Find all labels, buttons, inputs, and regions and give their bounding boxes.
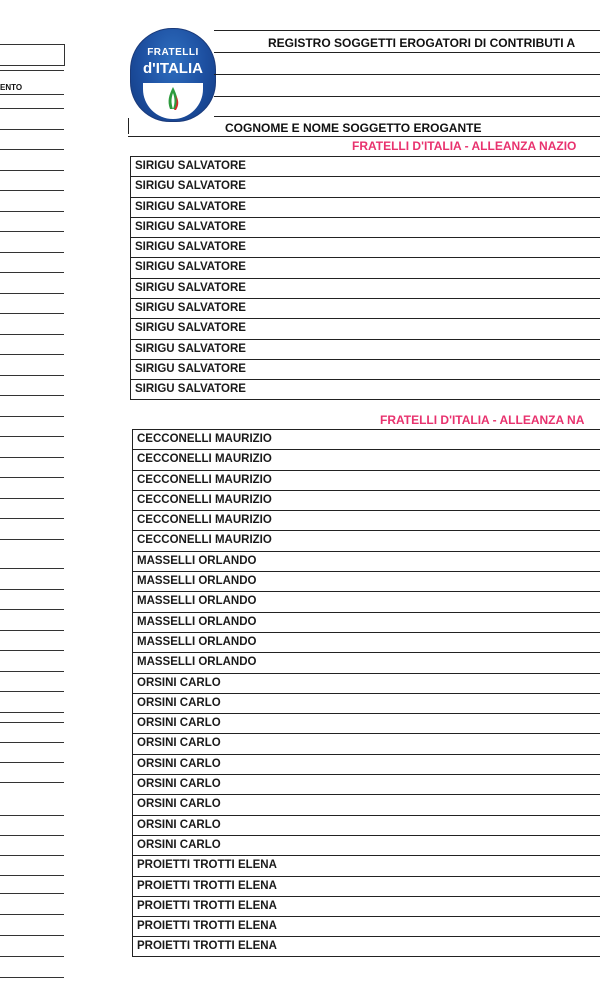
left-line xyxy=(0,498,64,499)
table-row: SIRIGU SALVATORE xyxy=(131,359,600,379)
left-line xyxy=(0,671,64,672)
left-line xyxy=(0,712,64,713)
left-line xyxy=(0,457,64,458)
left-line xyxy=(0,742,64,743)
left-line xyxy=(0,782,64,783)
header-line xyxy=(214,74,600,75)
left-line xyxy=(0,149,64,150)
left-line xyxy=(0,313,64,314)
left-line xyxy=(0,211,64,212)
flame-emblem-icon xyxy=(143,83,203,119)
table-row: CECCONELLI MAURIZIO xyxy=(133,490,600,510)
left-line xyxy=(0,977,64,978)
left-line xyxy=(0,875,64,876)
left-line xyxy=(0,190,64,191)
table-row: ORSINI CARLO xyxy=(133,693,600,713)
header-line xyxy=(128,136,600,137)
left-line xyxy=(0,722,64,723)
left-line xyxy=(0,375,64,376)
table-row: SIRIGU SALVATORE xyxy=(131,237,600,257)
table-row: CECCONELLI MAURIZIO xyxy=(133,449,600,469)
left-line xyxy=(0,589,64,590)
table-row: PROIETTI TROTTI ELENA xyxy=(133,936,600,956)
table-row: SIRIGU SALVATORE xyxy=(131,176,600,196)
left-line xyxy=(0,518,64,519)
table-row: ORSINI CARLO xyxy=(133,673,600,693)
table-row: SIRIGU SALVATORE xyxy=(131,217,600,237)
header-bracket xyxy=(128,118,129,134)
left-page-fragment xyxy=(0,0,68,1000)
left-line xyxy=(0,70,64,71)
table-row: ORSINI CARLO xyxy=(133,794,600,814)
left-box xyxy=(0,44,65,66)
table-row: PROIETTI TROTTI ELENA xyxy=(133,876,600,896)
left-line xyxy=(0,94,64,95)
table-row: PROIETTI TROTTI ELENA xyxy=(133,896,600,916)
left-line xyxy=(0,354,64,355)
left-line xyxy=(0,893,64,894)
left-line xyxy=(0,956,64,957)
left-line xyxy=(0,252,64,253)
table-row: CECCONELLI MAURIZIO xyxy=(133,530,600,550)
table-row: MASSELLI ORLANDO xyxy=(133,571,600,591)
table-row: SIRIGU SALVATORE xyxy=(131,278,600,298)
left-line xyxy=(0,170,64,171)
table-row: ORSINI CARLO xyxy=(133,774,600,794)
table-row: PROIETTI TROTTI ELENA xyxy=(133,855,600,875)
table-row: ORSINI CARLO xyxy=(133,815,600,835)
left-line xyxy=(0,293,64,294)
header-line xyxy=(214,52,600,53)
left-line xyxy=(0,539,64,540)
table-row: CECCONELLI MAURIZIO xyxy=(133,429,600,449)
left-line xyxy=(0,609,64,610)
table-row: MASSELLI ORLANDO xyxy=(133,632,600,652)
header-line xyxy=(214,116,600,117)
header-line xyxy=(214,30,600,31)
fratelli-ditalia-logo xyxy=(130,28,216,122)
table-row: ORSINI CARLO xyxy=(133,733,600,753)
left-line xyxy=(0,762,64,763)
logo-text-line1: FRATELLI xyxy=(147,47,199,58)
table-row: MASSELLI ORLANDO xyxy=(133,591,600,611)
left-line xyxy=(0,272,64,273)
left-line xyxy=(0,835,64,836)
table-row: SIRIGU SALVATORE xyxy=(131,257,600,277)
left-line xyxy=(0,650,64,651)
table-row: SIRIGU SALVATORE xyxy=(131,318,600,338)
left-line xyxy=(0,129,64,130)
left-line xyxy=(0,108,64,109)
table-row: SIRIGU SALVATORE xyxy=(131,379,600,399)
column-header: COGNOME E NOME SOGGETTO EROGANTE xyxy=(225,121,482,135)
table-row: ORSINI CARLO xyxy=(133,713,600,733)
left-line xyxy=(0,334,64,335)
left-line xyxy=(0,436,64,437)
table-row: SIRIGU SALVATORE xyxy=(131,197,600,217)
table-row: CECCONELLI MAURIZIO xyxy=(133,510,600,530)
table-row: SIRIGU SALVATORE xyxy=(131,156,600,176)
register-table xyxy=(130,156,600,400)
left-line xyxy=(0,855,64,856)
logo-text-line2: d'ITALIA xyxy=(143,60,203,77)
table-row: PROIETTI TROTTI ELENA xyxy=(133,916,600,936)
table-row: SIRIGU SALVATORE xyxy=(131,298,600,318)
table-row: MASSELLI ORLANDO xyxy=(133,612,600,632)
section-label: FRATELLI D'ITALIA - ALLEANZA NA xyxy=(380,413,585,427)
table-row: SIRIGU SALVATORE xyxy=(131,339,600,359)
table-row: ORSINI CARLO xyxy=(133,835,600,855)
table-row: ORSINI CARLO xyxy=(133,754,600,774)
left-line xyxy=(0,395,64,396)
left-line xyxy=(0,568,64,569)
header-line xyxy=(214,96,600,97)
left-line xyxy=(0,935,64,936)
left-line xyxy=(0,416,64,417)
table-row: MASSELLI ORLANDO xyxy=(133,652,600,672)
document-title: REGISTRO SOGGETTI EROGATORI DI CONTRIBUTI A xyxy=(268,36,576,50)
table-row: CECCONELLI MAURIZIO xyxy=(133,470,600,490)
left-line xyxy=(0,914,64,915)
section-label: FRATELLI D'ITALIA - ALLEANZA NAZIO xyxy=(352,139,577,153)
left-line xyxy=(0,231,64,232)
left-line xyxy=(0,477,64,478)
left-line xyxy=(0,691,64,692)
table-row: MASSELLI ORLANDO xyxy=(133,551,600,571)
left-strip-word: ENTO xyxy=(0,83,23,92)
register-table xyxy=(132,429,600,957)
left-line xyxy=(0,815,64,816)
left-line xyxy=(0,630,64,631)
